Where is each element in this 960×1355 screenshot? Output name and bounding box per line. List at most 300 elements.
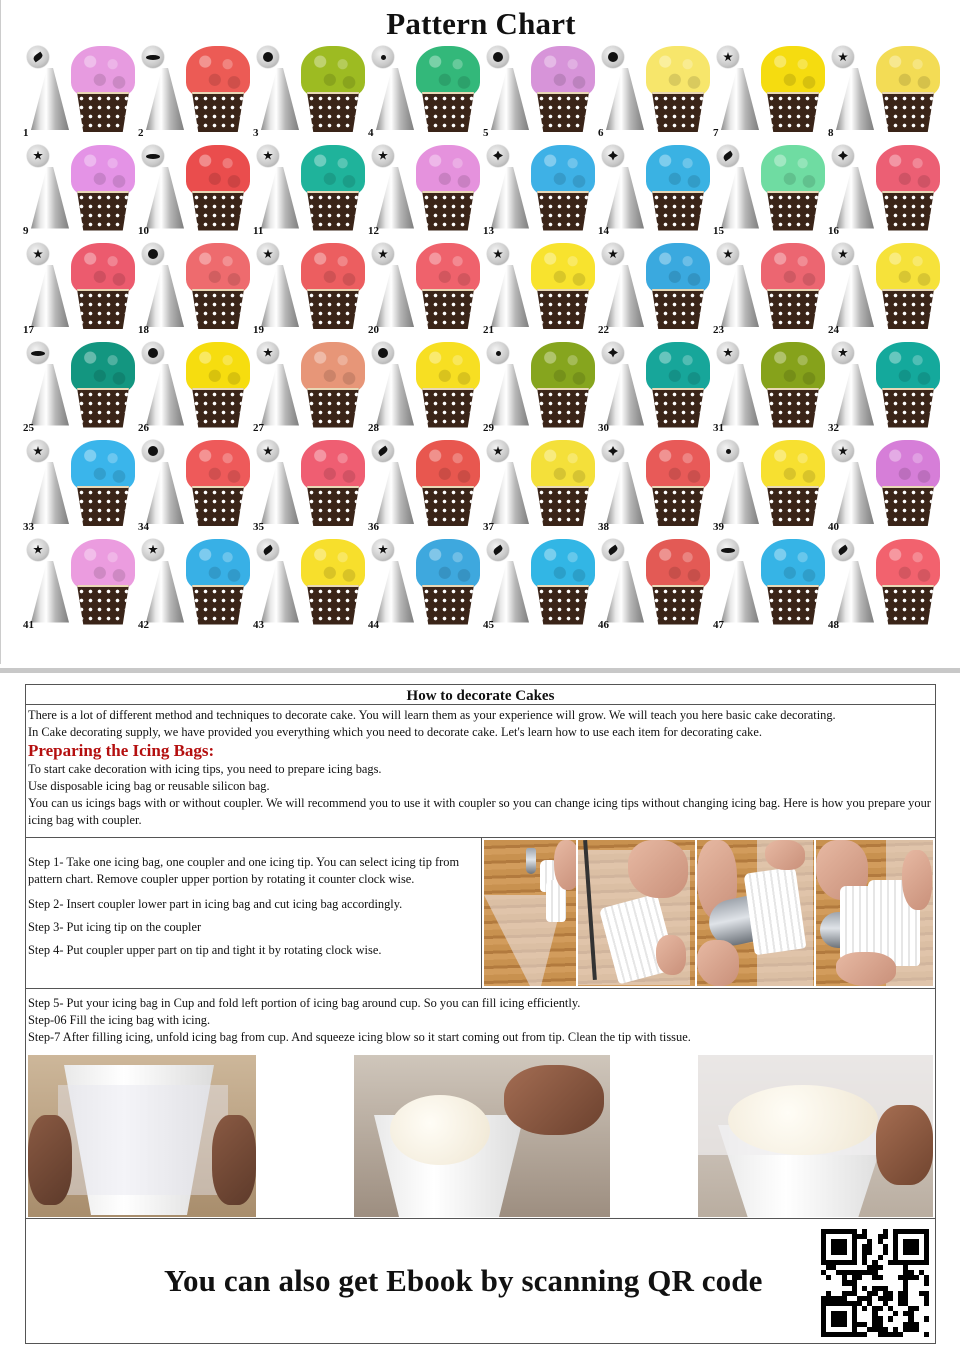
tip-cell [828, 141, 943, 240]
cupcake-sample [761, 243, 825, 331]
tip-cell [23, 338, 138, 437]
tip-cell [23, 436, 138, 535]
qr-code-icon[interactable] [821, 1229, 929, 1337]
intro-paragraph: In Cake decorating supply, we have provided you everything which you need to decorate cake. Let's learn how to use each item for decorating cake. [28, 725, 762, 739]
cupcake-sample [186, 46, 250, 134]
polka-dot-cup [422, 585, 474, 625]
cupcake-sample [646, 440, 710, 528]
polka-dot-cup [422, 191, 474, 231]
cupcake-sample [71, 440, 135, 528]
frosting-sample [186, 243, 250, 295]
polka-dot-cup [767, 486, 819, 526]
tip-cell [253, 141, 368, 240]
cupcake-sample [761, 46, 825, 134]
piping-tip-icon [261, 167, 299, 229]
piping-tip-icon [31, 364, 69, 426]
tip-cell [598, 338, 713, 437]
tip-number: 41 [23, 619, 34, 631]
piping-tip-icon [721, 462, 759, 524]
frosting-sample [876, 440, 940, 492]
tip-opening-icon [717, 243, 739, 265]
cupcake-sample [186, 145, 250, 233]
tip-cell [598, 141, 713, 240]
ebook-qr-row [26, 1219, 935, 1343]
polka-dot-cup [882, 388, 934, 428]
piping-tip-icon [491, 364, 529, 426]
tip-opening-icon [832, 243, 854, 265]
frosting-sample [71, 342, 135, 394]
tip-number: 39 [713, 520, 724, 533]
cupcake-sample [531, 46, 595, 134]
cupcake-sample [761, 145, 825, 233]
tip-opening-icon [832, 145, 854, 167]
fill-icing-photo [354, 1055, 610, 1217]
piping-tip-icon [146, 167, 184, 229]
tip-cell [368, 338, 483, 437]
polka-dot-cup [307, 92, 359, 132]
frosting-sample [646, 539, 710, 591]
tip-cell [828, 338, 943, 437]
coupler-parts-photo [484, 840, 576, 986]
tip-cell [138, 436, 253, 535]
tip-opening-icon [257, 145, 279, 167]
piping-tip-icon [261, 364, 299, 426]
step-7: Step-7 After filling icing, unfold icing bag from cup. And squeeze icing blow so it start coming out from tip. Clean the tip with tissue. [28, 1030, 691, 1044]
cupcake-sample [301, 342, 365, 430]
filling-steps-text [26, 989, 935, 1046]
cupcake-sample [646, 539, 710, 627]
polka-dot-cup [882, 486, 934, 526]
polka-dot-cup [77, 191, 129, 231]
piping-tip-icon [261, 561, 299, 623]
frosting-sample [71, 145, 135, 197]
polka-dot-cup [652, 289, 704, 329]
polka-dot-cup [652, 585, 704, 625]
piping-tip-icon [376, 561, 414, 623]
tip-cell [598, 42, 713, 141]
polka-dot-cup [537, 92, 589, 132]
polka-dot-cup [537, 191, 589, 231]
tip-number: 37 [483, 520, 494, 533]
tip-number: 3 [253, 126, 259, 139]
tip-opening-icon [257, 440, 279, 462]
piping-tip-icon [146, 364, 184, 426]
cupcake-sample [876, 342, 940, 430]
frosting-sample [186, 46, 250, 98]
cupcake-sample [876, 46, 940, 134]
tip-opening-icon [372, 243, 394, 265]
frosting-sample [416, 46, 480, 98]
tip-number: 43 [253, 619, 264, 631]
frosting-sample [876, 539, 940, 591]
polka-dot-cup [192, 92, 244, 132]
tip-cell [713, 42, 828, 141]
tip-cell [368, 141, 483, 240]
polka-dot-cup [422, 92, 474, 132]
tip-opening-icon [257, 342, 279, 364]
tip-opening-icon [372, 539, 394, 561]
tip-grid [23, 42, 943, 633]
tip-number: 31 [713, 422, 724, 434]
tip-opening-icon [487, 145, 509, 167]
piping-tip-icon [376, 167, 414, 229]
section-paragraph: To start cake decoration with icing tips, you need to prepare icing bags. [28, 762, 382, 776]
frosting-sample [186, 539, 250, 591]
piping-tip-icon [376, 68, 414, 130]
tip-opening-icon [27, 46, 49, 68]
polka-dot-cup [307, 191, 359, 231]
tip-opening-icon [717, 440, 739, 462]
tip-number: 4 [368, 126, 374, 139]
frosting-sample [531, 145, 595, 197]
tip-opening-icon [372, 145, 394, 167]
tip-opening-icon [487, 342, 509, 364]
tip-cell [483, 535, 598, 634]
cupcake-sample [301, 243, 365, 331]
tip-opening-icon [142, 145, 164, 167]
cupcake-sample [761, 440, 825, 528]
tip-cell [483, 141, 598, 240]
coupler-photo-strip [484, 840, 933, 986]
piping-tip-icon [31, 265, 69, 327]
frosting-sample [301, 46, 365, 98]
polka-dot-cup [307, 388, 359, 428]
decorating-guide [25, 684, 936, 1344]
tip-number: 29 [483, 422, 494, 434]
tip-cell [23, 535, 138, 634]
tip-cell [253, 338, 368, 437]
polka-dot-cup [767, 289, 819, 329]
tip-opening-icon [142, 46, 164, 68]
frosting-sample [646, 243, 710, 295]
tip-cell [713, 239, 828, 338]
bag-in-cup-photo [28, 1055, 256, 1217]
tip-opening-icon [487, 539, 509, 561]
piping-tip-icon [491, 167, 529, 229]
step-6: Step-06 Fill the icing bag with icing. [28, 1013, 211, 1027]
tip-opening-icon [832, 539, 854, 561]
cupcake-sample [71, 342, 135, 430]
polka-dot-cup [882, 191, 934, 231]
polka-dot-cup [77, 289, 129, 329]
tip-number: 7 [713, 126, 719, 139]
polka-dot-cup [537, 388, 589, 428]
frosting-sample [416, 145, 480, 197]
tip-opening-icon [717, 46, 739, 68]
tip-cell [23, 42, 138, 141]
tip-opening-icon [602, 46, 624, 68]
tip-number: 35 [253, 520, 264, 533]
tip-opening-icon [142, 539, 164, 561]
piping-tip-icon [31, 561, 69, 623]
tip-number: 17 [23, 323, 34, 336]
frosting-sample [71, 539, 135, 591]
tip-opening-icon [602, 342, 624, 364]
tip-number: 19 [253, 323, 264, 336]
coupler-steps [26, 837, 935, 989]
unfold-bag-photo [698, 1055, 933, 1217]
tip-opening-icon [832, 46, 854, 68]
tip-number: 1 [23, 126, 29, 139]
frosting-sample [301, 243, 365, 295]
tip-cell [253, 239, 368, 338]
polka-dot-cup [422, 486, 474, 526]
frosting-sample [71, 440, 135, 492]
frosting-sample [71, 46, 135, 98]
step-3: Step 3- Put icing tip on the coupler [28, 920, 202, 934]
tip-opening-icon [487, 243, 509, 265]
polka-dot-cup [77, 92, 129, 132]
frosting-sample [646, 46, 710, 98]
cupcake-sample [71, 145, 135, 233]
cupcake-sample [186, 440, 250, 528]
tip-number: 32 [828, 422, 839, 434]
tip-number: 42 [138, 619, 149, 631]
tip-opening-icon [27, 539, 49, 561]
tip-number: 26 [138, 422, 149, 434]
tip-number: 20 [368, 323, 379, 336]
cupcake-sample [301, 145, 365, 233]
polka-dot-cup [537, 289, 589, 329]
polka-dot-cup [192, 289, 244, 329]
tip-opening-icon [602, 440, 624, 462]
polka-dot-cup [767, 388, 819, 428]
cupcake-sample [416, 243, 480, 331]
polka-dot-cup [192, 486, 244, 526]
piping-tip-icon [606, 364, 644, 426]
frosting-sample [301, 342, 365, 394]
tip-cell [713, 436, 828, 535]
polka-dot-cup [652, 92, 704, 132]
polka-dot-cup [77, 486, 129, 526]
tip-opening-icon [372, 342, 394, 364]
piping-tip-icon [836, 364, 874, 426]
polka-dot-cup [307, 289, 359, 329]
guide-intro [26, 705, 935, 829]
piping-tip-icon [606, 167, 644, 229]
frosting-sample [186, 342, 250, 394]
tip-number: 16 [828, 225, 839, 237]
cupcake-sample [416, 539, 480, 627]
tip-cell [253, 42, 368, 141]
piping-tip-icon [146, 462, 184, 524]
tip-cell [368, 535, 483, 634]
piping-tip-icon [261, 265, 299, 327]
frosting-sample [531, 440, 595, 492]
polka-dot-cup [307, 486, 359, 526]
tip-number: 22 [598, 323, 609, 336]
polka-dot-cup [767, 585, 819, 625]
tip-cell [713, 535, 828, 634]
tip-opening-icon [257, 539, 279, 561]
tip-opening-icon [602, 145, 624, 167]
cupcake-sample [646, 342, 710, 430]
tip-cell [368, 239, 483, 338]
tip-cell [23, 239, 138, 338]
polka-dot-cup [307, 585, 359, 625]
tip-opening-icon [717, 342, 739, 364]
tip-cell [598, 436, 713, 535]
step-1: Step 1- Take one icing bag, one coupler and one icing tip. You can select icing tip from pattern chart. Remove coupler upper portion by rotating it counter clock wise. [28, 855, 460, 886]
tip-opening-icon [717, 539, 739, 561]
tip-cell [828, 239, 943, 338]
frosting-sample [761, 440, 825, 492]
cupcake-sample [186, 342, 250, 430]
piping-tip-icon [721, 265, 759, 327]
frosting-sample [761, 539, 825, 591]
section-paragraph: You can us icings bags with or without coupler. We will recommend you to use it with coupler so you can change icing tips without changing icing bag. Here is how you prepare your icing bag with coupler. [28, 796, 931, 827]
tip-opening-icon [372, 46, 394, 68]
tip-opening-icon [602, 243, 624, 265]
tip-cell [138, 239, 253, 338]
cupcake-sample [416, 342, 480, 430]
piping-tip-icon [31, 167, 69, 229]
polka-dot-cup [422, 388, 474, 428]
piping-tip-icon [376, 462, 414, 524]
piping-tip-icon [376, 265, 414, 327]
coupler-steps-text [26, 838, 482, 988]
piping-tip-icon [261, 68, 299, 130]
tip-number: 2 [138, 126, 144, 139]
tip-cell [138, 338, 253, 437]
cupcake-sample [301, 440, 365, 528]
tip-opening-icon [487, 46, 509, 68]
frosting-sample [761, 46, 825, 98]
section-paragraph: Use disposable icing bag or reusable silicon bag. [28, 779, 270, 793]
cupcake-sample [71, 243, 135, 331]
tip-opening-icon [142, 342, 164, 364]
polka-dot-cup [537, 486, 589, 526]
tip-cell [138, 535, 253, 634]
cupcake-sample [531, 145, 595, 233]
piping-tip-icon [261, 462, 299, 524]
step-2: Step 2- Insert coupler lower part in icing bag and cut icing bag accordingly. [28, 897, 403, 911]
piping-tip-icon [836, 462, 874, 524]
tip-number: 30 [598, 422, 609, 434]
tighten-coupler-photo [816, 840, 933, 986]
polka-dot-cup [652, 486, 704, 526]
cupcake-sample [301, 539, 365, 627]
polka-dot-cup [882, 289, 934, 329]
cut-bag-photo [578, 840, 695, 986]
cupcake-sample [876, 243, 940, 331]
attach-tip-photo [697, 840, 814, 986]
tip-number: 28 [368, 422, 379, 434]
cupcake-sample [761, 539, 825, 627]
cupcake-sample [646, 145, 710, 233]
piping-tip-icon [606, 561, 644, 623]
section-divider [0, 668, 960, 673]
cupcake-sample [416, 145, 480, 233]
frosting-sample [416, 342, 480, 394]
frosting-sample [186, 145, 250, 197]
tip-number: 36 [368, 520, 379, 533]
tip-number: 40 [828, 520, 839, 533]
tip-cell [483, 239, 598, 338]
frosting-sample [646, 342, 710, 394]
frosting-sample [416, 539, 480, 591]
cupcake-sample [761, 342, 825, 430]
piping-tip-icon [836, 561, 874, 623]
pattern-chart [0, 0, 960, 664]
frosting-sample [646, 440, 710, 492]
frosting-sample [416, 440, 480, 492]
tip-number: 23 [713, 323, 724, 336]
tip-number: 13 [483, 225, 494, 237]
tip-number: 8 [828, 126, 834, 139]
tip-number: 15 [713, 225, 724, 237]
tip-cell [713, 338, 828, 437]
tip-number: 34 [138, 520, 149, 533]
frosting-sample [876, 243, 940, 295]
tip-number: 5 [483, 126, 489, 139]
tip-number: 44 [368, 619, 379, 631]
piping-tip-icon [836, 68, 874, 130]
tip-opening-icon [602, 539, 624, 561]
section-heading: Preparing the Icing Bags: [28, 741, 215, 760]
tip-opening-icon [27, 440, 49, 462]
tip-opening-icon [257, 46, 279, 68]
frosting-sample [531, 539, 595, 591]
frosting-sample [416, 243, 480, 295]
polka-dot-cup [422, 289, 474, 329]
tip-cell [828, 436, 943, 535]
cupcake-sample [531, 440, 595, 528]
polka-dot-cup [537, 585, 589, 625]
piping-tip-icon [836, 265, 874, 327]
polka-dot-cup [882, 92, 934, 132]
tip-cell [23, 141, 138, 240]
polka-dot-cup [767, 92, 819, 132]
tip-opening-icon [142, 440, 164, 462]
cupcake-sample [876, 539, 940, 627]
tip-opening-icon [27, 145, 49, 167]
tip-cell [828, 535, 943, 634]
piping-tip-icon [146, 68, 184, 130]
polka-dot-cup [77, 388, 129, 428]
tip-opening-icon [27, 342, 49, 364]
tip-cell [368, 42, 483, 141]
tip-number: 18 [138, 323, 149, 336]
frosting-sample [646, 145, 710, 197]
frosting-sample [531, 46, 595, 98]
piping-tip-icon [146, 561, 184, 623]
polka-dot-cup [652, 191, 704, 231]
tip-cell [598, 239, 713, 338]
piping-tip-icon [721, 561, 759, 623]
piping-tip-icon [721, 68, 759, 130]
tip-cell [368, 436, 483, 535]
piping-tip-icon [491, 561, 529, 623]
cupcake-sample [186, 539, 250, 627]
tip-cell [253, 436, 368, 535]
cupcake-sample [531, 342, 595, 430]
tip-number: 11 [253, 225, 264, 237]
piping-tip-icon [606, 462, 644, 524]
piping-tip-icon [31, 462, 69, 524]
tip-opening-icon [717, 145, 739, 167]
intro-paragraph: There is a lot of different method and techniques to decorate cake. You will learn them as your experience will grow. We will teach you here basic cake decorating. [28, 708, 836, 722]
frosting-sample [186, 440, 250, 492]
tip-cell [828, 42, 943, 141]
tip-opening-icon [372, 440, 394, 462]
polka-dot-cup [882, 585, 934, 625]
cup-photo-row [28, 1055, 933, 1219]
pattern-chart-title: Pattern Chart [386, 6, 576, 41]
step-4: Step 4- Put coupler upper part on tip and tight it by rotating clock wise. [28, 943, 382, 957]
frosting-sample [876, 342, 940, 394]
tip-cell [713, 141, 828, 240]
